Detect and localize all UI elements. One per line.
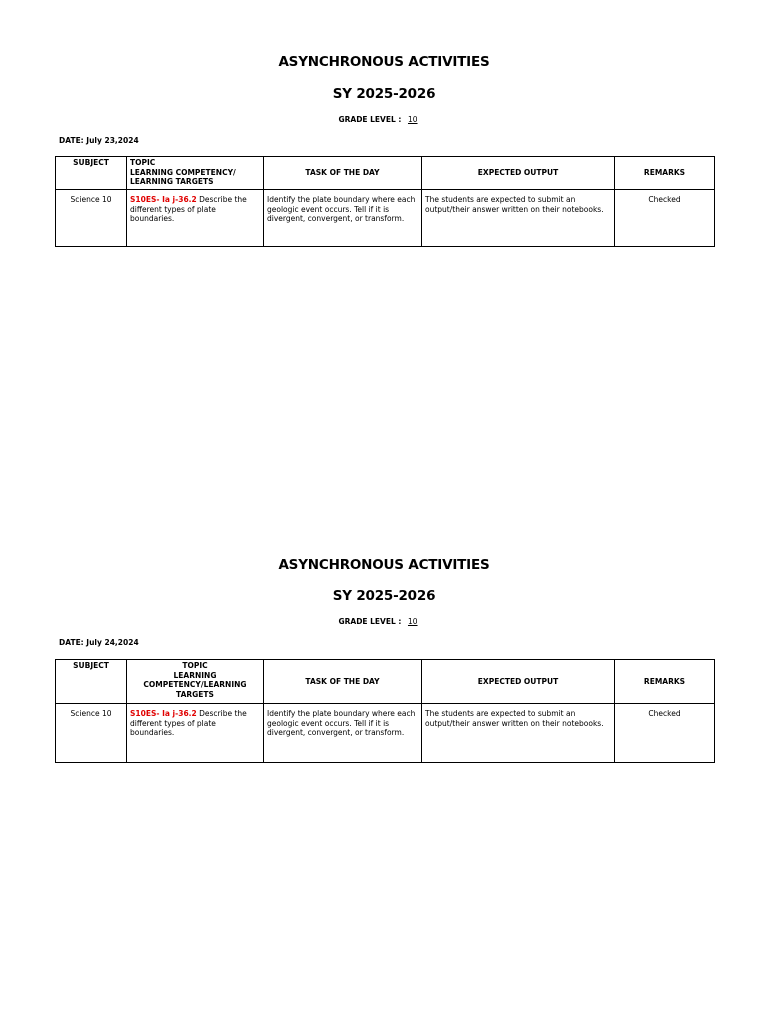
- school-year: SY 2025-2026: [332, 588, 436, 604]
- table-row: [56, 704, 715, 763]
- competency-text: Describe the different types of plate boundaries.: [130, 709, 247, 737]
- header-output: EXPECTED OUTPUT: [422, 660, 615, 704]
- grade-level-label: GRADE LEVEL :: [338, 115, 404, 124]
- header-topic-line: LEARNING TARGETS: [130, 177, 214, 186]
- cell-subject: Science 10: [56, 190, 127, 247]
- header-topic-line: TOPIC: [130, 158, 156, 167]
- activities-table: [55, 156, 715, 247]
- cell-remarks: Checked: [615, 190, 715, 247]
- activities-table: [55, 659, 715, 763]
- table-row: [56, 190, 715, 247]
- document-title: ASYNCHRONOUS ACTIVITIES: [278, 54, 490, 70]
- cell-subject: Science 10: [56, 704, 127, 763]
- table-header-row: [56, 660, 715, 704]
- header-remarks: REMARKS: [615, 157, 715, 190]
- header-output: EXPECTED OUTPUT: [422, 157, 615, 190]
- grade-level-value: 10: [407, 617, 418, 626]
- cell-remarks: Checked: [615, 704, 715, 763]
- header-subject: SUBJECT: [56, 157, 127, 190]
- header-topic-line: TARGETS: [176, 689, 214, 699]
- cell-competency: [127, 704, 264, 763]
- grade-level-label: GRADE LEVEL :: [338, 617, 404, 626]
- activity-date: DATE: July 24,2024: [59, 638, 139, 647]
- cell-task: Identify the plate boundary where each geologic event occurs. Tell if it is divergent, convergent, or transform.: [264, 704, 422, 763]
- activity-date: DATE: July 23,2024: [59, 136, 139, 145]
- header-topic: [127, 157, 264, 190]
- cell-output: The students are expected to submit an output/their answer written on their notebooks.: [422, 704, 615, 763]
- header-subject: SUBJECT: [56, 660, 127, 704]
- school-year: SY 2025-2026: [332, 86, 436, 102]
- header-topic-line: LEARNING: [173, 670, 217, 680]
- cell-output: The students are expected to submit an output/their answer written on their notebooks.: [422, 190, 615, 247]
- competency-text: Describe the different types of plate boundaries.: [130, 195, 247, 223]
- competency-code: S10ES- Ia j-36.2: [130, 709, 197, 718]
- header-task: TASK OF THE DAY: [264, 660, 422, 704]
- header-task: TASK OF THE DAY: [264, 157, 422, 190]
- cell-task: Identify the plate boundary where each geologic event occurs. Tell if it is divergent, convergent, or transform.: [264, 190, 422, 247]
- grade-level-value: 10: [407, 115, 418, 124]
- competency-code: S10ES- Ia j-36.2: [130, 195, 197, 204]
- header-topic-line: TOPIC: [182, 661, 208, 670]
- cell-competency: [127, 190, 264, 247]
- header-topic: [127, 660, 264, 704]
- header-topic-line: COMPETENCY/LEARNING: [143, 680, 247, 689]
- grade-level: [0, 617, 768, 626]
- document-title: ASYNCHRONOUS ACTIVITIES: [278, 557, 490, 573]
- header-topic-line: LEARNING COMPETENCY/: [130, 167, 236, 177]
- header-remarks: REMARKS: [615, 660, 715, 704]
- table-header-row: [56, 157, 715, 190]
- grade-level: [0, 115, 768, 124]
